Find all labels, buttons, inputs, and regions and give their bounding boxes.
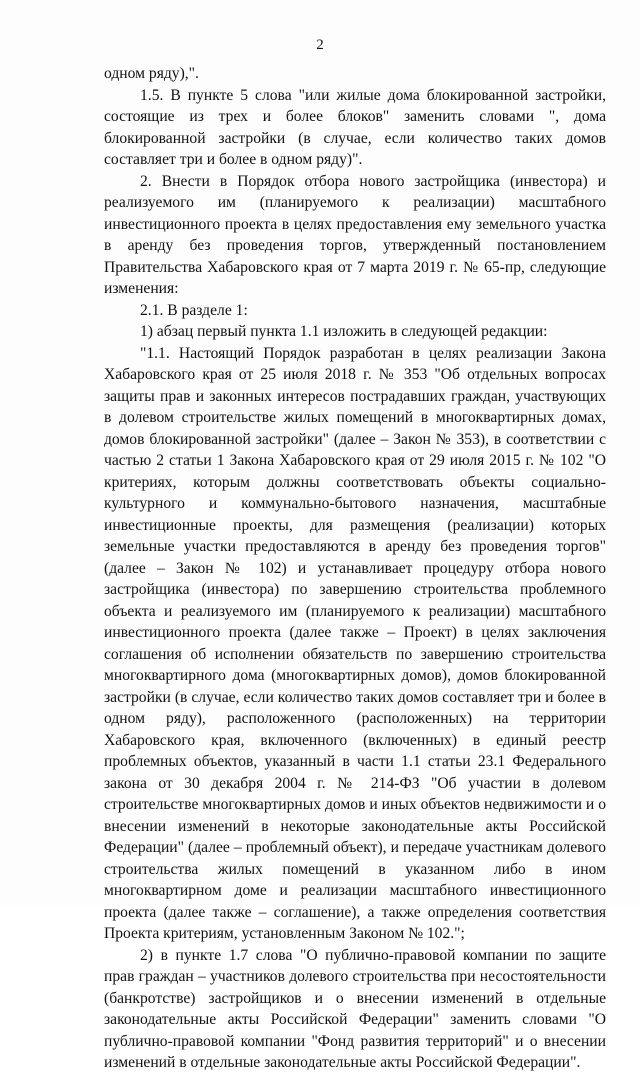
document-body	[104, 63, 606, 1074]
paragraph-quoted-1-1: "1.1. Настоящий Порядок разработан в целях реализации Закона Хабаровского края от 25 июля 2018 г. № 353 "Об отдельных вопросах защиты прав и законных интересов пострадавших граждан, участвующих в долевом строительстве жилых помещений в многоквартирных домах, домов блокированной застройки" (далее – Закон № 353), в соответствии с частью 2 статьи 1 Закона Хабаровского края от 29 июля 2015 г. № 102 "О критериях, которым должны соответствовать объекты социально-культурного и коммунально-бытового назначения, масштабные инвестиционные проекты, для размещения (реализации) которых земельные участки предоставляются в аренду без проведения торгов" (далее – Закон № 102) и устанавливает процедуру отбора нового застройщика (инвестора) по завершению строительства проблемного объекта и реализуемого им (планируемого к реализации) масштабного инвестиционного проекта (далее также – Проект) в целях заключения соглашения об исполнении обязательств по завершению строительства многоквартирного дома (многоквартирных домов), домов блокированной застройки (в случае, если количество таких домов составляет три и более в одном ряду), расположенного (расположенных) на территории Хабаровского края, включенного (включенных) в единый реестр проблемных объектов, указанный в части 1.1 статьи 23.1 Федерального закона от 30 декабря 2004 г. № 214-ФЗ "Об участии в долевом строительстве многоквартирных домов и иных объектов недвижимости и о внесении изменений в некоторые законодательные акты Российской Федерации" (далее – проблемный объект), и передаче участникам долевого строительства жилых помещений в указанном либо в ином многоквартирном доме и реализации масштабного инвестиционного проекта (далее также – соглашение), а также определения соответствия Проекта критериям, установленным Законом № 102.";	[104, 344, 606, 942]
paragraph-item-2: 2. Внести в Порядок отбора нового застройщика (инвестора) и реализуемого им (планируемого к реализации) масштабного инвестиционного проекта в целях предоставления ему земельного участка в аренду без проведения торгов, утвержденный постановлением Правительства Хабаровского края от 7 марта 2019 г. № 65-пр, следующие изменения:	[104, 172, 606, 297]
page-number: 2	[316, 37, 324, 53]
paragraph-continuation: одном ряду),".	[104, 65, 199, 82]
paragraph-item-2-1: 2.1. В разделе 1:	[140, 301, 248, 319]
paragraph-subitem-1: 1) абзац первый пункта 1.1 изложить в следующей редакции:	[140, 323, 548, 340]
paragraph-item-1-5: 1.5. В пункте 5 слова "или жилые дома блокированной застройки, состоящие из трех и более блоков" заменить словами ", дома блокированной застройки (в случае, если количество таких домов составляет три и более в одном ряду)".	[104, 86, 606, 168]
paragraph-subitem-2: 2) в пункте 1.7 слова "О публично-правовой компании по защите прав граждан – участников долевого строительства при несостоятельности (банкротстве) застройщиков и о внесении изменений в отдельные законодательные акты Российской Федерации" заменить словами "О публично-правовой компании "Фонд развития территорий" и о внесении изменений в отдельные законодательные акты Российской Федерации".	[104, 946, 606, 1071]
